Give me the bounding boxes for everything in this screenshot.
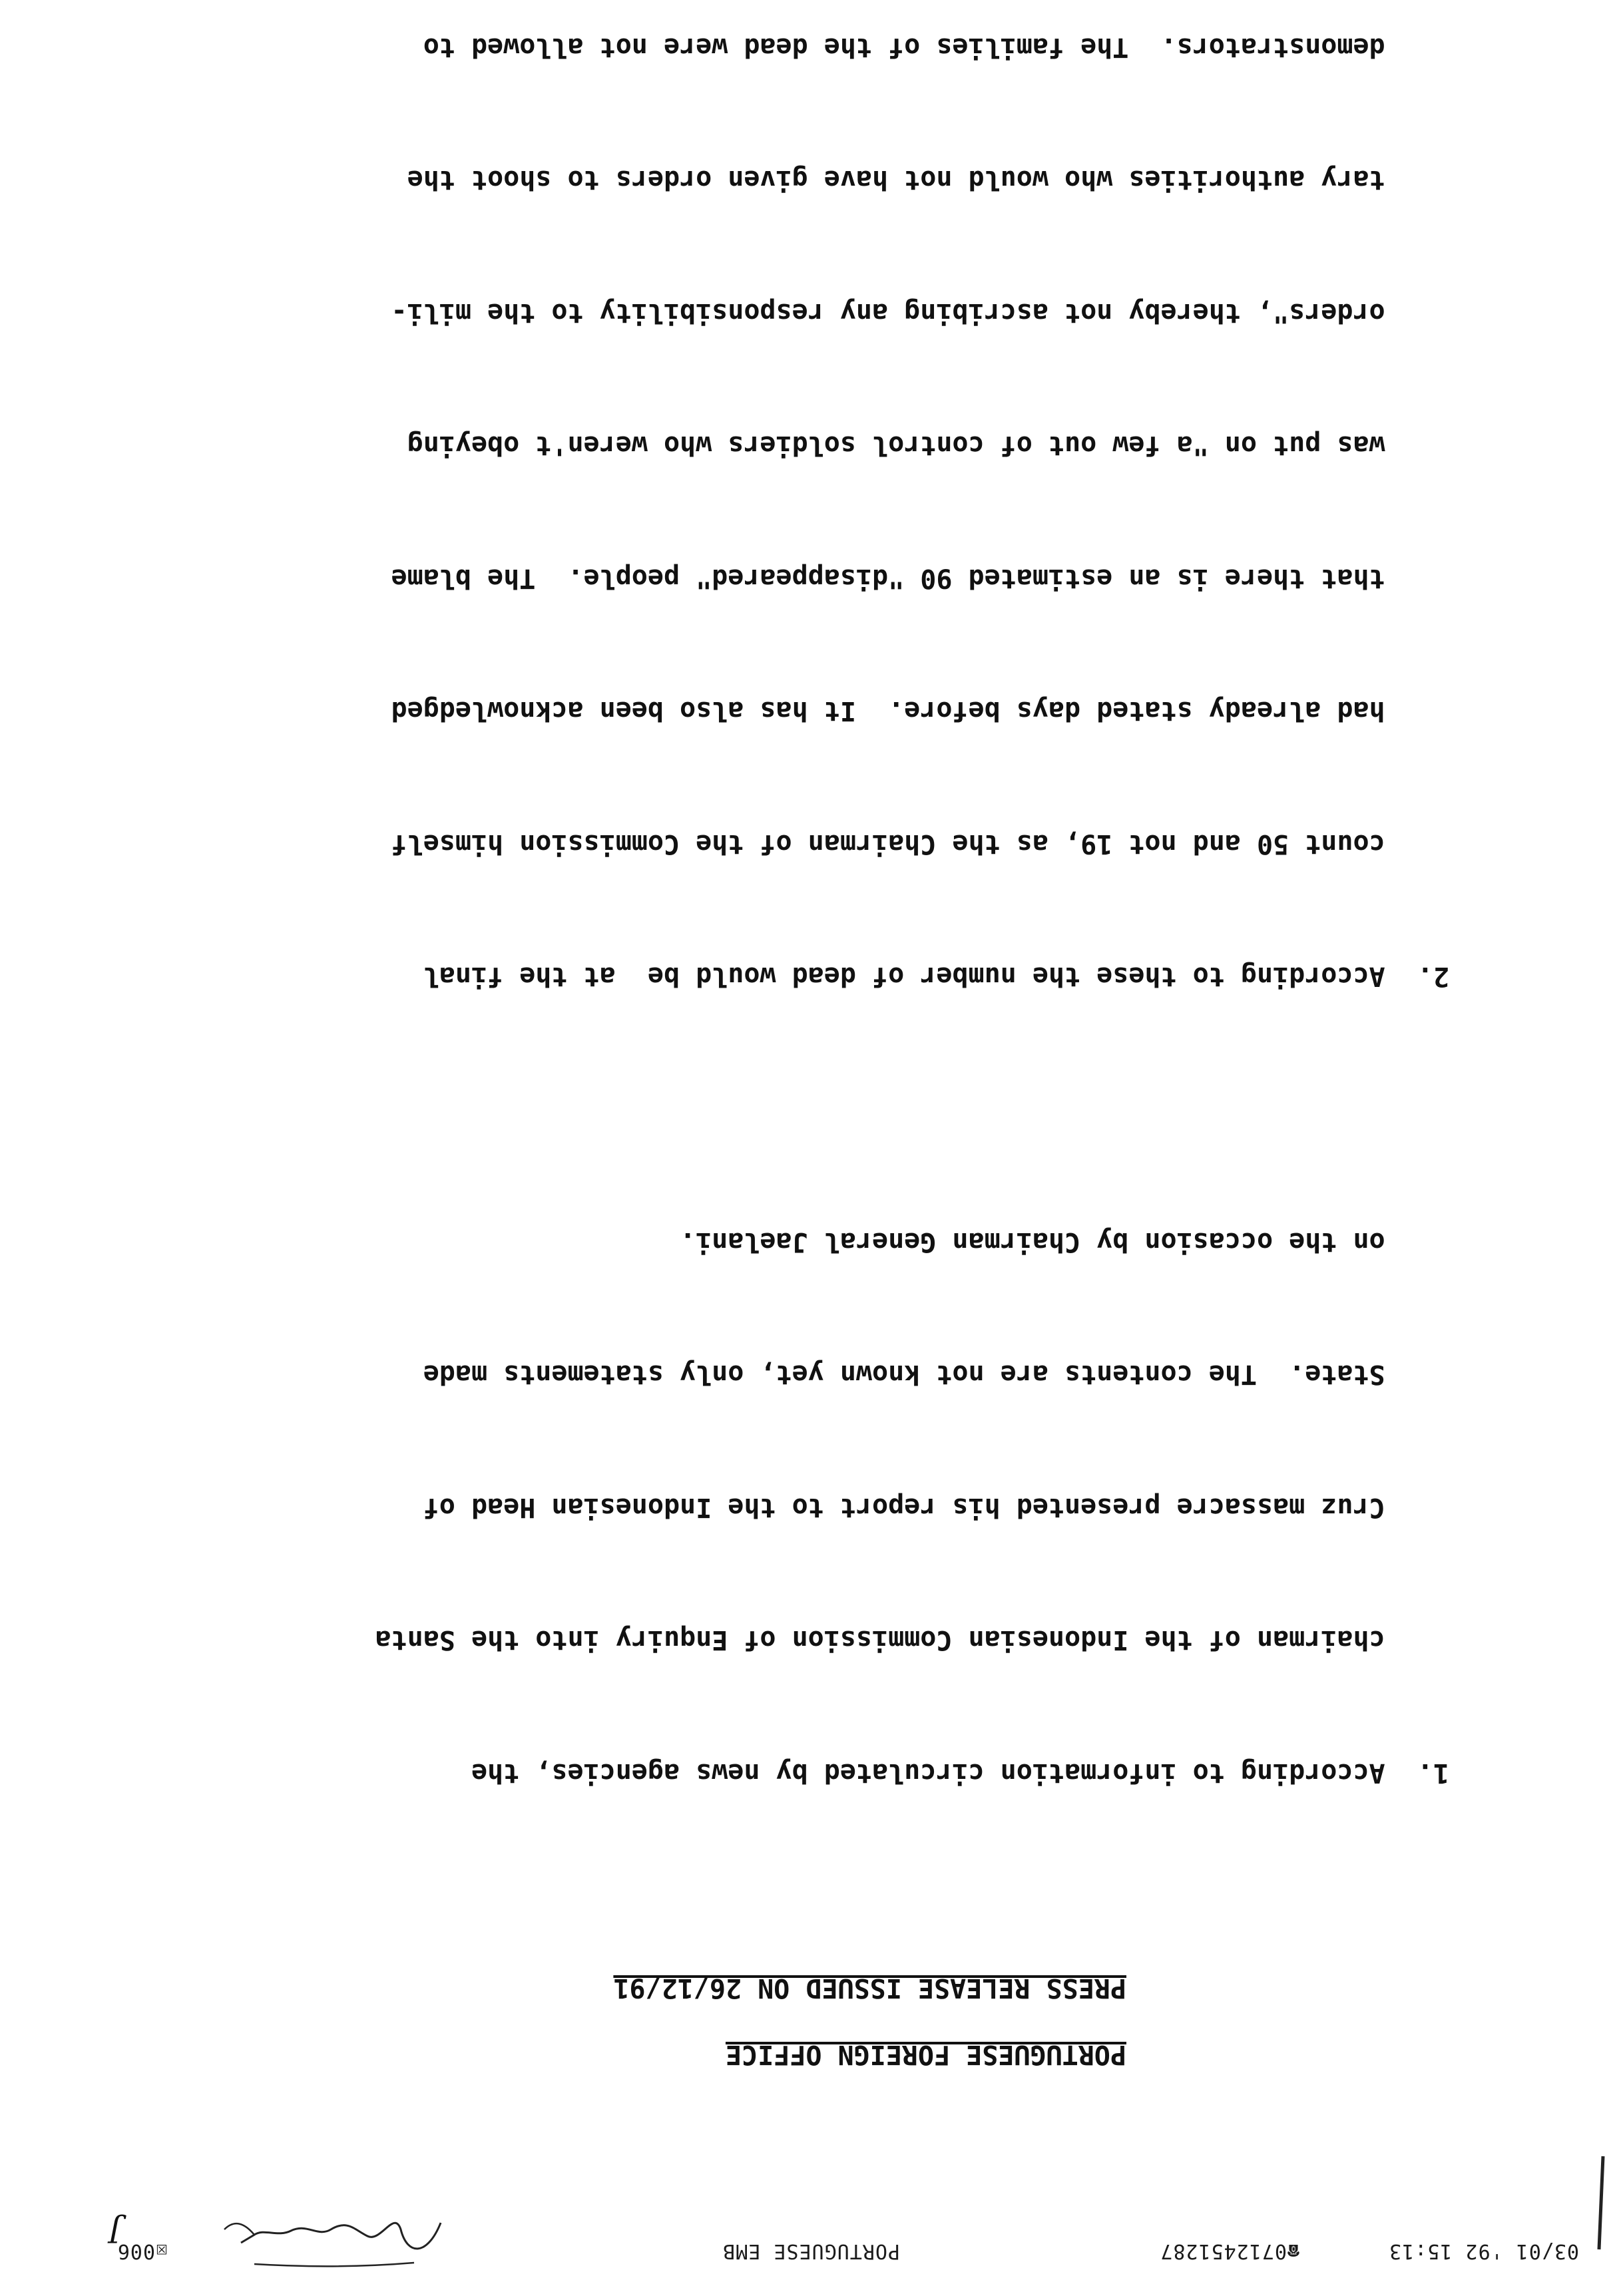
text-line: Cruz massacre presented his report to the Indonesian Head of: [423, 1492, 1449, 1523]
text-line: 1. According to information circulated by news agencies, the: [471, 1758, 1449, 1788]
text-line: was put on "a few out of control soldiers who weren't obeying: [407, 430, 1449, 461]
text-line: count 50 and not 19, as the Chairman of the Commission himself: [391, 829, 1449, 859]
text-line: tary authorities who would not have given orders to shoot the: [407, 164, 1449, 196]
text-line: chairman of the Indonesian Commission of Enquiry into the Santa: [375, 1625, 1449, 1656]
office-title: PORTUGUESE FOREIGN OFFICE: [725, 2039, 1126, 2070]
press-release-heading: PRESS RELEASE ISSUED ON 26/12/91: [613, 1973, 1126, 2003]
paragraph-1: [0, 1131, 1449, 1884]
text-line: that there is an estimated 90 "disappeared" people. The blame: [391, 563, 1449, 594]
handwritten-signature: [214, 2190, 454, 2283]
text-line: had already stated days before. It has also been acknowledged: [391, 695, 1449, 727]
text-line: demonstrators. The families of the dead were not allowed to: [423, 32, 1449, 63]
text-line: 2. According to these the number of dead would be at the final: [423, 961, 1449, 992]
fax-sender: PORTUGUESE EMB: [722, 2239, 900, 2263]
page-mark: J: [109, 2213, 121, 2249]
fax-date-time: 03/01 '92 15:13: [1389, 2239, 1579, 2263]
fax-phone-number: ☎0712451287: [1160, 2239, 1299, 2263]
text-line: on the occasion by Chairman General Jaelani.: [680, 1227, 1449, 1257]
fax-page-number: ☒006: [116, 2239, 168, 2263]
paragraph-2: [0, 0, 1449, 1087]
text-line: orders", thereby not ascribing any responsibility to the mili-: [391, 297, 1449, 328]
margin-mark: [1586, 2150, 1612, 2256]
text-line: State. The contents are not known yet, only statements made: [423, 1359, 1449, 1390]
